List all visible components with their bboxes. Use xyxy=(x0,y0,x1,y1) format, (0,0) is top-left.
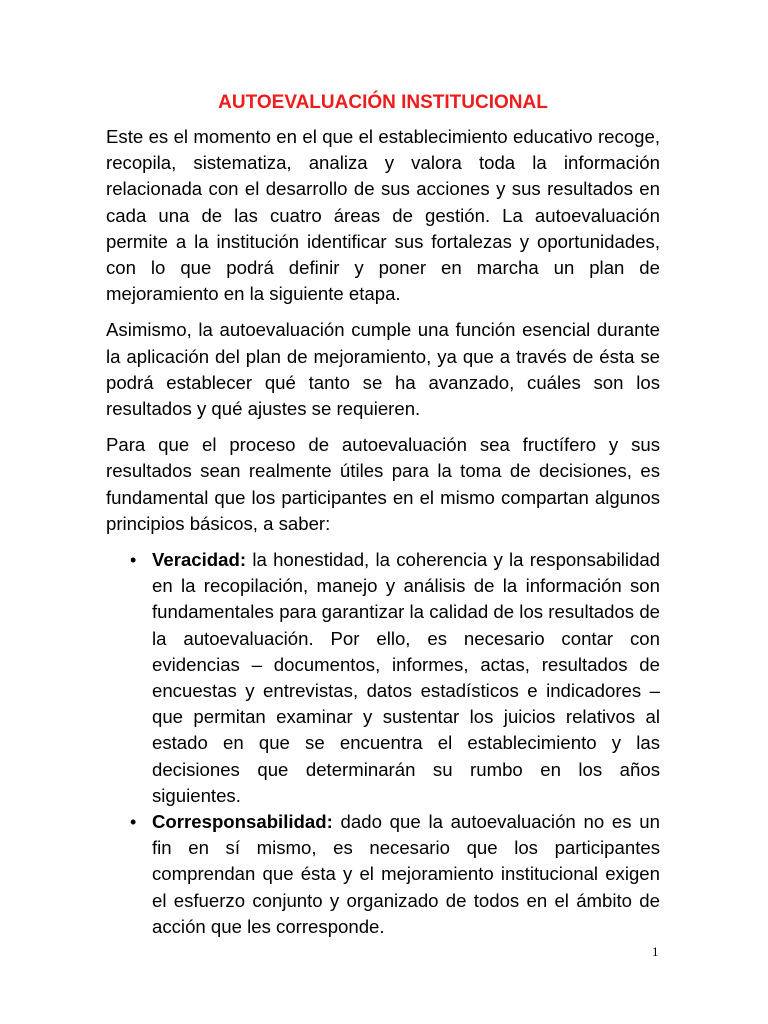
principle-text: la honestidad, la coherencia y la responsabilidad en la recopilación, manejo y análisis de la información son fundamentales para garantizar la calidad de los resultados de la autoevaluación. Por ello, es necesario contar con evidencias – documentos, informes, actas, resultados de encuestas y entrevistas, datos estadísticos e indicadores – que permitan examinar y sustentar los juicios relativos al estado en que se encuentra el establecimiento y las decisiones que determinarán su rumbo en los años siguientes. xyxy=(152,549,660,806)
page-number: 1 xyxy=(652,944,659,959)
paragraph-principios: Para que el proceso de autoevaluación sea fructífero y sus resultados sean realmente útiles para la toma de decisiones, es fundamental que los participantes en el mismo compartan algunos principios básicos, a saber: xyxy=(106,434,660,534)
document-page xyxy=(106,90,660,940)
list-item-veracidad xyxy=(106,547,660,809)
document-title: AUTOEVALUACIÓN INSTITUCIONAL xyxy=(218,92,548,113)
paragraph-intro: Este es el momento en el que el establecimiento educativo recoge, recopila, sistematiza, analiza y valora toda la información relacionada con el desarrollo de sus acciones y sus resultados en cada una de las cuatro áreas de gestión. La autoevaluación permite a la institución identificar sus fortalezas y oportunidades, con lo que podrá definir y poner en marcha un plan de mejoramiento en la siguiente etapa. xyxy=(106,126,660,305)
bullet-icon: • xyxy=(130,550,137,571)
principle-term: Corresponsabilidad: xyxy=(152,811,333,833)
principles-list xyxy=(106,547,660,940)
principle-text: dado que la autoevaluación no es un fin en sí mismo, es necesario que los participantes comprendan que ésta y el mejoramiento institucional exigen el esfuerzo conjunto y organizado de todos en el ámbito de acción que les corresponde. xyxy=(152,811,660,937)
bullet-icon: • xyxy=(130,812,137,833)
list-item-corresponsabilidad xyxy=(106,809,660,940)
paragraph-asimismo: Asimismo, la autoevaluación cumple una función esencial durante la aplicación del plan de mejoramiento, ya que a través de ésta se podrá establecer qué tanto se ha avanzado, cuáles son los resultados y qué ajustes se requieren. xyxy=(106,319,660,420)
principle-term: Veracidad: xyxy=(152,549,247,571)
